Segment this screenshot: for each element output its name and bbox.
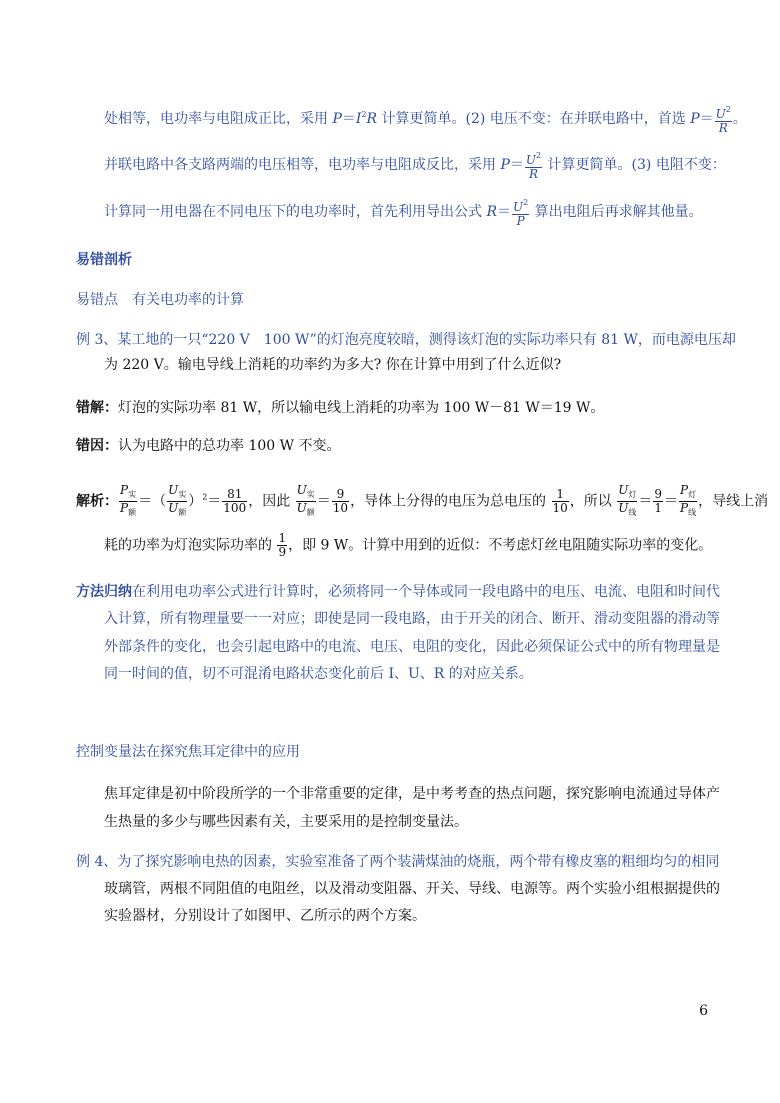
var-i: I: [355, 111, 362, 127]
method-line-1: [76, 582, 720, 602]
analysis-line-2: [104, 532, 712, 559]
example4-line-1: [76, 852, 719, 872]
den: 9: [278, 545, 287, 559]
var-r: R: [528, 167, 538, 181]
text: 耗的功率为灯泡实际功率的: [104, 537, 277, 554]
var-u: U: [618, 501, 629, 515]
var-u: U: [618, 483, 629, 497]
num: 1: [552, 488, 569, 502]
exp: 2: [523, 198, 529, 207]
analysis-label: 解析：: [76, 493, 118, 510]
section-title-error-analysis: 易错剖析: [76, 252, 132, 268]
var-r: R: [486, 204, 497, 220]
var-p: P: [680, 501, 689, 515]
text: 。: [732, 111, 747, 127]
var-p: P: [690, 111, 700, 127]
method-line-3: 外部条件的变化，也会引起电路中的电流、电压、电阻的变化，因此必须保证公式中的所有物理量是: [104, 639, 720, 655]
top-line-3: [104, 196, 703, 228]
sub: 灯: [628, 490, 637, 499]
fraction-u2-over-r: [525, 149, 542, 181]
var-u: U: [525, 153, 536, 167]
fraction-u2-over-r: [715, 103, 732, 135]
example3-line-2: 为 220 V。输电导线上消耗的功率约为多大? 你在计算中用到了什么近似?: [104, 357, 562, 373]
joule-line-1: 焦耳定律是初中阶段所学的一个非常重要的定律，是中考考查的热点问题，探究影响电流通过导体产: [104, 786, 720, 802]
var-u: U: [715, 107, 726, 121]
top-line-1: [104, 103, 747, 135]
method-label: 方法归纳: [76, 584, 132, 600]
eq: ＝: [341, 111, 356, 127]
top-line-2: [104, 149, 726, 181]
wrong-reason: [76, 436, 340, 456]
fraction-u-real-over-u-rated: [167, 484, 187, 519]
sub: 实: [178, 490, 187, 499]
text: ，导体上分得的电压为总电压的: [350, 493, 551, 510]
fraction-u-real-over-u-rated: [296, 484, 316, 519]
wrong-solution-label: 错解：: [76, 400, 118, 416]
text: 算出电阻后再求解其他量。: [530, 204, 703, 220]
fraction-p-lamp-over-p-line: [679, 484, 697, 519]
eq: ＝: [316, 493, 331, 510]
example3-line-1: [76, 330, 736, 350]
exp: 2: [361, 110, 367, 119]
exp: 2: [536, 151, 542, 160]
example4-text: 例 4、为了探究影响电热的因素，实验室准备了两个装满煤油的烧瓶，两个带有橡皮塞的粗细均匀的相同: [76, 854, 720, 870]
text: ，导线上消: [698, 493, 769, 510]
var-p: P: [516, 214, 525, 228]
text: ＝（: [138, 493, 167, 510]
text: ，即 9 W。计算中用到的近似：不考虑灯丝电阻随实际功率的变化。: [288, 537, 713, 554]
num: 1: [278, 531, 287, 545]
example4-line-3: 实验器材，分别设计了如图甲、乙所示的两个方案。: [104, 908, 426, 924]
var-p: P: [120, 483, 129, 497]
text: ）: [188, 493, 203, 510]
sub: 额: [306, 508, 315, 517]
text: 计算同一用电器在不同电压下的电功率时，首先利用导出公式: [104, 204, 487, 220]
var-u: U: [168, 501, 179, 515]
fraction-u2-over-p: [512, 196, 529, 228]
var-p: P: [680, 483, 689, 497]
example3-text: 例 3、某工地的一只“220 V 100 W”的灯泡亮度较暗，测得该灯泡的实际功率只有 81 W，而电源电压却: [76, 332, 736, 348]
sub: 实: [128, 490, 137, 499]
den: 1: [654, 501, 663, 515]
fraction-1-over-9: [277, 532, 287, 559]
method-line-2: 入计算，所有物理量要一一对应；即使是同一段电路，由于开关的闭合、断开、滑动变阻器的滑动等: [104, 611, 720, 627]
error-point-heading: 易错点 有关电功率的计算: [76, 292, 244, 308]
eq: ＝: [497, 204, 511, 220]
eq: ＝: [207, 493, 222, 510]
var-r: R: [718, 121, 728, 135]
text: 在利用电功率公式进行计算时，必须将同一个导体或同一段电路中的电压、电流、电阻和时间代: [132, 584, 720, 600]
num: 9: [654, 487, 663, 501]
fraction-p-real-over-p-rated: [119, 484, 137, 519]
joule-line-2: 生热量的多少与哪些因素有关，主要采用的是控制变量法。: [104, 814, 468, 830]
sub: 额: [178, 508, 187, 517]
text: ，因此: [248, 493, 295, 510]
den: 10: [332, 501, 349, 515]
den: 10: [552, 501, 568, 515]
sub: 灯: [688, 490, 697, 499]
wrong-reason-text: 认为电路中的总功率 100 W 不变。: [118, 438, 341, 454]
exp: 2: [202, 492, 208, 502]
text: 计算更简单。(3) 电阻不变：: [543, 157, 726, 173]
exp: 2: [725, 105, 731, 114]
sub: 线: [628, 508, 637, 517]
var-r: R: [366, 111, 378, 127]
method-line-4: 同一时间的值，切不可混淆电路状态变化前后 I、U、R 的对应关系。: [104, 666, 533, 682]
eq: ＝: [638, 493, 653, 510]
text: ，所以: [569, 493, 617, 510]
sub: 额: [128, 508, 137, 517]
text: 并联电路中各支路两端的电压相等，电功率与电阻成反比，采用: [104, 157, 501, 173]
page-number: 6: [699, 1003, 708, 1019]
num: 81: [222, 488, 247, 502]
wrong-solution: [76, 398, 604, 418]
fraction-9-over-10: [332, 488, 349, 515]
sub: 线: [688, 508, 697, 517]
fraction-u-lamp-over-u-line: [617, 484, 637, 519]
wrong-reason-label: 错因：: [76, 438, 118, 454]
eq: ＝: [509, 157, 524, 173]
analysis-line-1: [76, 484, 768, 519]
eq: ＝: [699, 111, 714, 127]
sub: 实: [306, 490, 315, 499]
var-u: U: [168, 483, 179, 497]
fraction-9-over-1: [653, 488, 663, 515]
example4-line-2: 玻璃管，两根不同阻值的电阻丝，以及滑动变阻器、开关、导线、电源等。两个实验小组根据提供的: [104, 881, 720, 897]
den: 100: [223, 501, 247, 515]
eq: ＝: [664, 493, 679, 510]
var-p: P: [120, 501, 129, 515]
wrong-solution-text: 灯泡的实际功率 81 W，所以输电线上消耗的功率为 100 W－81 W＝19 W。: [118, 400, 605, 416]
var-u: U: [296, 483, 307, 497]
section-title-control-variables: 控制变量法在探究焦耳定律中的应用: [76, 744, 300, 760]
var-u: U: [296, 501, 307, 515]
fraction-81-over-100: [222, 488, 247, 515]
var-p: P: [500, 157, 510, 173]
fraction-1-over-10: [552, 488, 569, 515]
text: 计算更简单。(2) 电压不变：在并联电路中，首选: [377, 111, 691, 127]
var-u: U: [513, 200, 524, 214]
num: 9: [332, 488, 349, 502]
text: 处相等，电功率与电阻成正比，采用: [104, 111, 333, 127]
var-p: P: [332, 111, 342, 127]
